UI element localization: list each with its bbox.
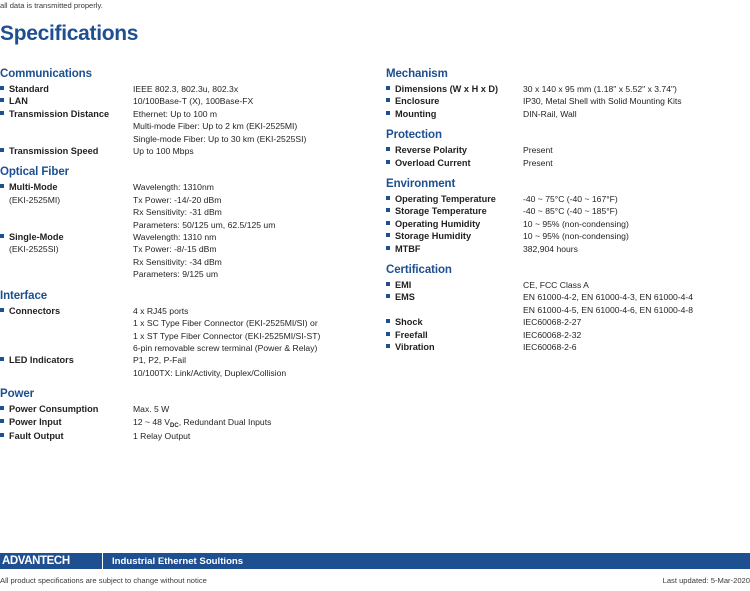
spec-row — [386, 157, 750, 169]
bullet-icon — [386, 144, 395, 156]
bullet-icon — [0, 403, 9, 415]
spec-value-line: Parameters: 9/125 um — [133, 269, 219, 280]
spec-value-cell — [523, 218, 750, 230]
spec-value-cell — [523, 341, 750, 353]
spec-label-cell — [9, 231, 133, 256]
spec-value-line: 10/100Base-T (X), 100Base-FX — [133, 96, 254, 107]
page-title: Specifications — [0, 22, 139, 45]
spec-row — [386, 243, 750, 255]
spec-group — [386, 129, 750, 169]
spec-value-cell — [133, 430, 370, 442]
intro-line: all data is transmitted properly. — [0, 1, 103, 10]
spec-value-cell — [523, 205, 750, 217]
spec-value-cell — [523, 95, 750, 107]
spec-label: Overload Current — [395, 157, 471, 168]
spec-value-cell — [523, 144, 750, 156]
spec-value-cell — [133, 231, 370, 281]
spec-group — [386, 68, 750, 120]
spec-label-cell — [395, 193, 523, 205]
spec-label: Multi-Mode — [9, 182, 58, 193]
spec-label-cell — [9, 416, 133, 428]
spec-value-line: 10 ~ 95% (non-condensing) — [523, 231, 629, 242]
spec-value-line: Present — [523, 145, 553, 156]
spec-row — [0, 95, 370, 107]
spec-label-cell — [395, 205, 523, 217]
spec-value-line: 1 x SC Type Fiber Connector (EKI-2525MI/SI) or — [133, 318, 318, 329]
spec-value-line: Multi-mode Fiber: Up to 2 km (EKI-2525MI) — [133, 121, 298, 132]
spec-label-cell — [395, 218, 523, 230]
spec-value-cell — [133, 95, 370, 107]
spec-label: Operating Humidity — [395, 218, 481, 229]
spec-value-line: 12 ~ 48 $V_{DC}$, Redundant Dual Inputs — [133, 416, 272, 429]
spec-label-cell — [9, 403, 133, 415]
spec-column-right — [386, 68, 750, 363]
spec-label: Dimensions (W x H x D) — [395, 84, 499, 94]
spec-value-line: IP30, Metal Shell with Solid Mounting Kits — [523, 96, 682, 107]
spec-row — [0, 430, 370, 442]
spec-label-cell — [395, 329, 523, 341]
bullet-icon — [386, 341, 395, 353]
bullet-icon — [0, 145, 9, 157]
spec-group — [0, 68, 370, 157]
spec-label-cell — [9, 181, 133, 206]
spec-value-cell — [133, 305, 370, 355]
spec-value-cell — [523, 279, 750, 291]
spec-row — [386, 95, 750, 107]
spec-value-cell — [133, 108, 370, 145]
spec-value-line: IEC60068-2-32 — [523, 329, 582, 340]
spec-row — [386, 329, 750, 341]
spec-value-cell — [523, 83, 750, 95]
bullet-icon — [0, 95, 9, 107]
spec-label-cell — [395, 316, 523, 328]
spec-label: Operating Temperature — [395, 194, 496, 205]
bullet-icon — [386, 193, 395, 205]
logo-text: ADVANTECH — [2, 555, 70, 567]
spec-label: Vibration — [395, 342, 435, 353]
bullet-icon — [386, 329, 395, 341]
spec-row — [386, 291, 750, 316]
spec-value-cell — [523, 329, 750, 341]
spec-row — [386, 83, 750, 95]
spec-label: LED Indicators — [9, 355, 74, 366]
bullet-icon — [386, 108, 395, 120]
spec-row — [0, 108, 370, 145]
spec-row — [386, 193, 750, 205]
spec-value-line: 10 ~ 95% (non-condensing) — [523, 218, 629, 229]
spec-value-line: -40 ~ 85°C (-40 ~ 185°F) — [523, 206, 618, 217]
bullet-icon — [386, 279, 395, 291]
spec-row — [386, 316, 750, 328]
footer-bar — [0, 553, 750, 569]
spec-value-line: 1 Relay Output — [133, 430, 191, 441]
spec-label: MTBF — [395, 243, 421, 254]
intro-paragraph — [0, 0, 750, 11]
footer-title: Industrial Ethernet Soultions — [112, 555, 244, 567]
spec-value-line: Rx Sensitivity: -34 dBm — [133, 256, 222, 267]
spec-row — [386, 205, 750, 217]
spec-value-cell — [133, 181, 370, 231]
spec-value-cell — [133, 403, 370, 415]
spec-value-line: Rx Sensitivity: -31 dBm — [133, 207, 222, 218]
spec-label: Shock — [395, 317, 423, 328]
spec-value-cell — [133, 83, 370, 95]
spec-label-cell — [395, 279, 523, 291]
spec-label-cell — [9, 305, 133, 317]
spec-row — [386, 218, 750, 230]
bullet-icon — [0, 430, 9, 442]
bullet-icon — [386, 218, 395, 230]
footer-last-updated: Last updated: 5-Mar-2020 — [662, 576, 750, 585]
spec-row — [0, 181, 370, 231]
bullet-icon — [0, 181, 9, 193]
spec-value-line: 1 x ST Type Fiber Connector (EKI-2525MI/SI-ST) — [133, 330, 321, 341]
spec-label: Power Input — [9, 416, 62, 427]
bullet-icon — [386, 316, 395, 328]
spec-value-line: 10/100TX: Link/Activity, Duplex/Collision — [133, 367, 287, 378]
bullet-icon — [386, 291, 395, 303]
spec-label-cell — [9, 145, 133, 157]
spec-value-line: -40 ~ 75°C (-40 ~ 167°F) — [523, 194, 618, 205]
spec-value-cell — [523, 243, 750, 255]
spec-value-line: Wavelength: 1310 nm — [133, 232, 217, 243]
spec-label-cell — [395, 291, 523, 303]
spec-value-cell — [523, 193, 750, 205]
spec-value-line: DIN-Rail, Wall — [523, 108, 577, 119]
spec-value-line: Single-mode Fiber: Up to 30 km (EKI-2525SI) — [133, 133, 307, 144]
bullet-icon — [0, 354, 9, 366]
spec-label: Connectors — [9, 305, 61, 316]
spec-column-left — [0, 68, 370, 451]
spec-group-heading: Certification — [386, 264, 452, 277]
spec-group — [0, 166, 370, 280]
bullet-icon — [0, 108, 9, 120]
spec-group-heading: Communications — [0, 68, 92, 80]
spec-label: Enclosure — [395, 96, 440, 107]
spec-value-line: IEEE 802.3, 802.3u, 802.3x — [133, 84, 239, 94]
spec-group-heading: Interface — [0, 289, 48, 302]
spec-value-line: 6-pin removable screw terminal (Power & Relay) — [133, 342, 318, 353]
spec-label-cell — [395, 95, 523, 107]
spec-value-cell — [523, 157, 750, 169]
spec-label: Storage Humidity — [395, 231, 472, 242]
spec-row — [0, 305, 370, 355]
spec-label-cell — [9, 83, 133, 95]
spec-value-line: IEC60068-2-27 — [523, 317, 582, 328]
spec-row — [0, 416, 370, 430]
spec-value-line: Present — [523, 157, 553, 168]
spec-label-cell — [395, 144, 523, 156]
spec-row — [386, 230, 750, 242]
spec-group-heading: Protection — [386, 129, 442, 142]
spec-label: LAN — [9, 96, 28, 107]
spec-row — [0, 403, 370, 415]
spec-label: Transmission Speed — [9, 146, 99, 157]
spec-row — [386, 144, 750, 156]
spec-row — [0, 354, 370, 379]
spec-label-cell — [9, 430, 133, 442]
spec-label: Freefall — [395, 329, 428, 340]
bullet-icon — [386, 157, 395, 169]
spec-value-line: 30 x 140 x 95 mm (1.18" x 5.52" x 3.74") — [523, 84, 677, 94]
bullet-icon — [0, 416, 9, 428]
spec-row — [0, 231, 370, 281]
bullet-icon — [0, 231, 9, 243]
spec-label: Reverse Polarity — [395, 145, 468, 156]
spec-label-cell — [9, 108, 133, 120]
spec-value-line: Parameters: 50/125 um, 62.5/125 um — [133, 219, 276, 230]
spec-label-cell — [395, 230, 523, 242]
spec-group-heading: Optical Fiber — [0, 166, 69, 179]
spec-value-line: Tx Power: -8/-15 dBm — [133, 244, 217, 255]
spec-label-cell — [395, 341, 523, 353]
spec-label: EMI — [395, 280, 412, 291]
spec-label: Mounting — [395, 108, 437, 119]
spec-value-line: IEC60068-2-6 — [523, 342, 577, 353]
spec-group-heading: Power — [0, 388, 35, 401]
spec-row — [386, 341, 750, 353]
spec-value-cell — [523, 316, 750, 328]
spec-label-cell — [395, 108, 523, 120]
bullet-icon — [386, 83, 395, 95]
spec-label-cell — [395, 157, 523, 169]
footer-divider — [102, 553, 103, 569]
bullet-icon — [386, 243, 395, 255]
spec-label-cell — [9, 95, 133, 107]
spec-label: Standard — [9, 84, 49, 94]
bullet-icon — [386, 95, 395, 107]
spec-value-cell — [523, 230, 750, 242]
spec-label-cell — [395, 243, 523, 255]
spec-row — [0, 145, 370, 157]
spec-row — [0, 83, 370, 95]
spec-value-line: 382,904 hours — [523, 243, 578, 254]
spec-label: Transmission Distance — [9, 108, 110, 119]
spec-label: EMS — [395, 292, 415, 303]
spec-value-cell — [133, 354, 370, 379]
bullet-icon — [386, 230, 395, 242]
spec-value-line: Tx Power: -14/-20 dBm — [133, 194, 222, 205]
spec-value-line: 4 x RJ45 ports — [133, 305, 189, 316]
footer-disclaimer: All product specifications are subject to change without notice — [0, 576, 207, 585]
bullet-icon — [0, 83, 9, 95]
spec-value-line: EN 61000-4-2, EN 61000-4-3, EN 61000-4-4 — [523, 292, 694, 303]
spec-value-cell — [133, 416, 370, 430]
spec-value-line: CE, FCC Class A — [523, 280, 589, 291]
spec-value-line: P1, P2, P-Fail — [133, 355, 187, 366]
spec-label: Fault Output — [9, 430, 64, 441]
spec-label-cell — [395, 83, 523, 95]
spec-row — [386, 108, 750, 120]
bullet-icon — [386, 205, 395, 217]
advantech-logo — [0, 553, 96, 569]
spec-value-line: Wavelength: 1310nm — [133, 182, 214, 193]
spec-group — [0, 290, 370, 379]
spec-label: Power Consumption — [9, 404, 99, 415]
spec-sublabel: (EKI-2525MI) — [9, 194, 61, 205]
spec-value-line: EN 61000-4-5, EN 61000-4-6, EN 61000-4-8 — [523, 304, 694, 315]
spec-value-cell — [133, 145, 370, 157]
spec-group-heading: Mechanism — [386, 68, 448, 80]
spec-group-heading: Environment — [386, 178, 456, 191]
spec-value-cell — [523, 108, 750, 120]
bullet-icon — [0, 305, 9, 317]
spec-group — [386, 264, 750, 353]
spec-label: Storage Temperature — [395, 206, 487, 217]
spec-value-line: Up to 100 Mbps — [133, 146, 194, 157]
spec-value-line: Ethernet: Up to 100 m — [133, 108, 218, 119]
spec-label: Single-Mode — [9, 232, 64, 243]
spec-row — [386, 279, 750, 291]
spec-group — [386, 178, 750, 255]
spec-value-cell — [523, 291, 750, 316]
spec-group — [0, 388, 370, 442]
spec-sublabel: (EKI-2525SI) — [9, 244, 59, 255]
spec-label-cell — [9, 354, 133, 366]
spec-value-line: Max. 5 W — [133, 404, 170, 415]
